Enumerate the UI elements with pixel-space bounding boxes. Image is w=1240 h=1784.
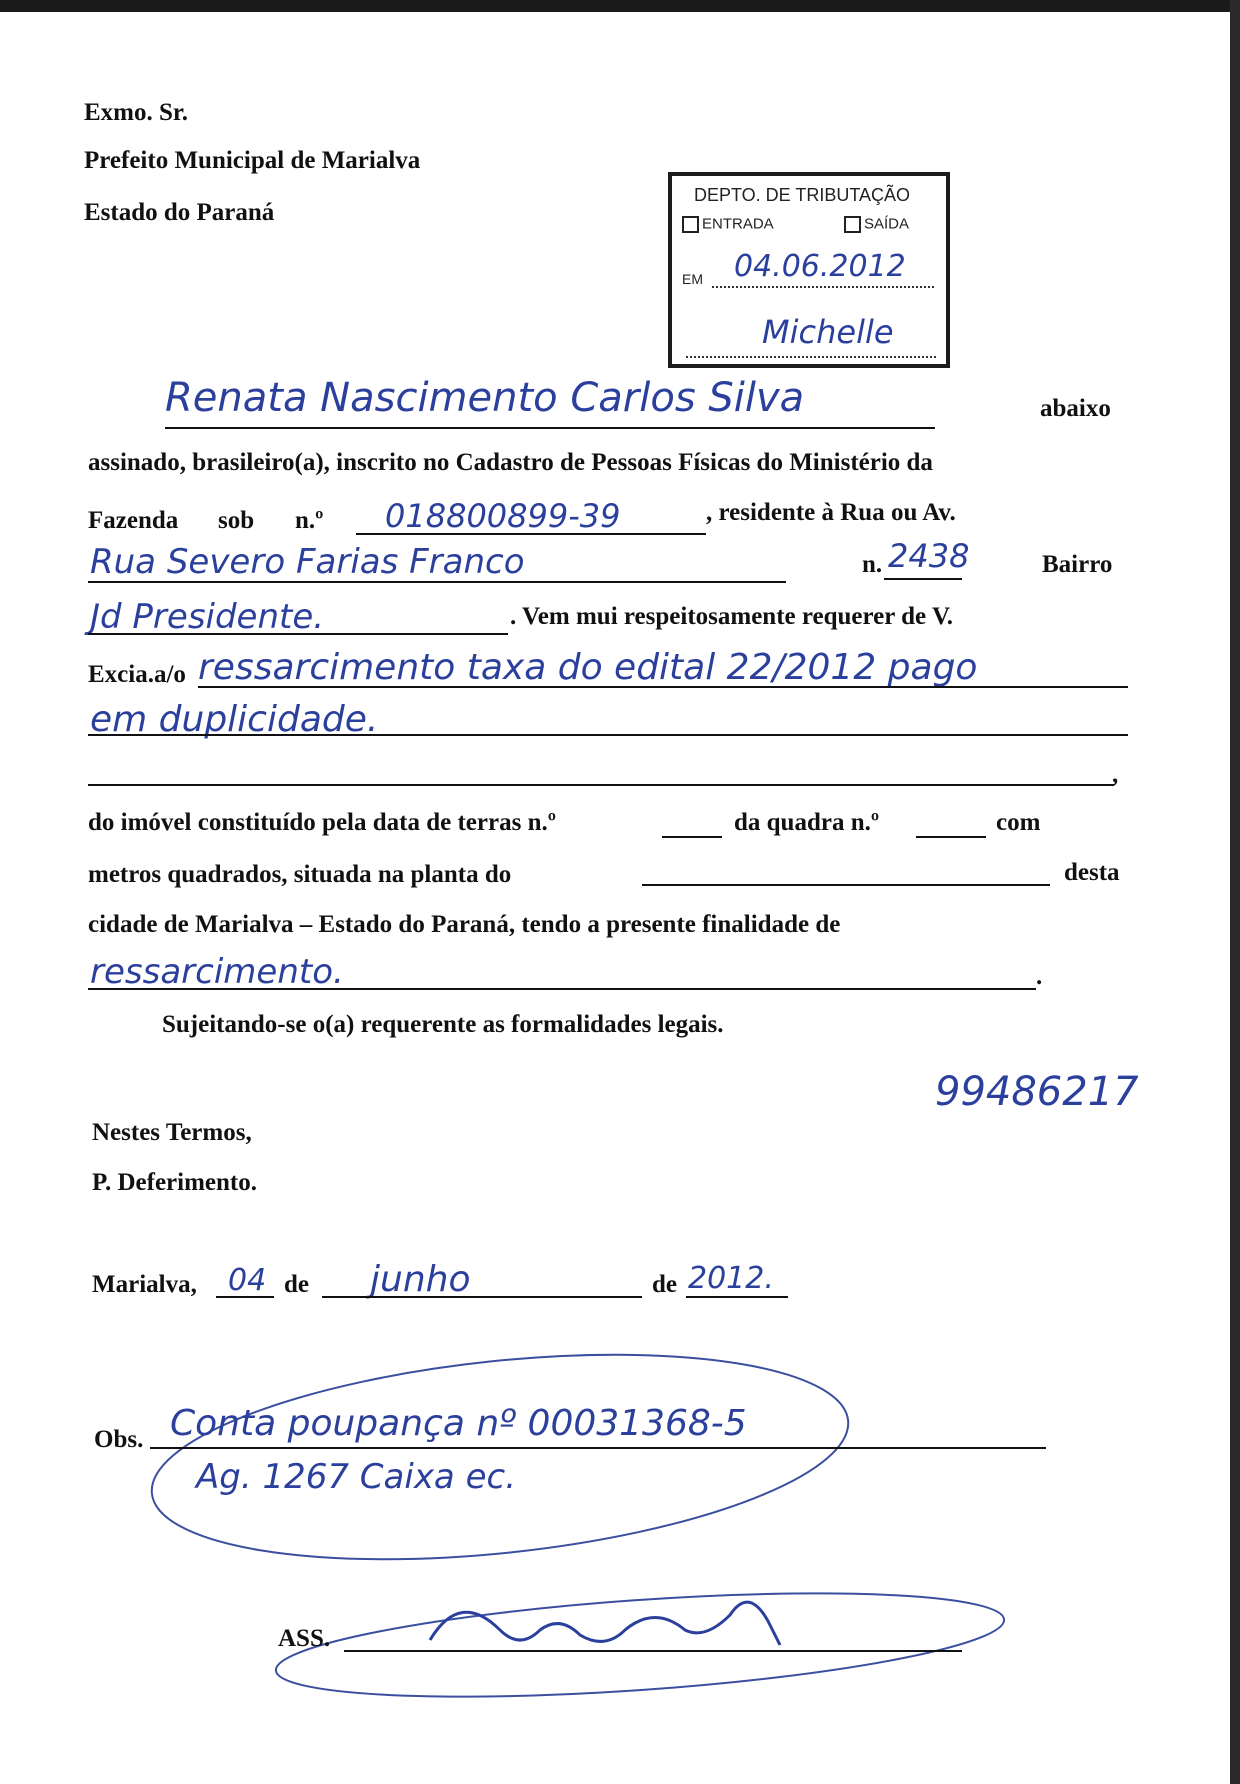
request-line-1: ressarcimento taxa do edital 22/2012 pago <box>198 647 978 688</box>
request-line-2: em duplicidade. <box>90 699 379 740</box>
neighborhood-value: Jd Presidente. <box>90 597 325 637</box>
bairro-label: Bairro <box>1042 551 1113 578</box>
street-value: Rua Severo Farias Franco <box>90 542 525 582</box>
period: . <box>1036 963 1043 990</box>
city-label: Marialva, <box>92 1271 197 1298</box>
stamp-title: DEPTO. DE TRIBUTAÇÃO <box>694 185 911 205</box>
excia-label: Excia.a/o <box>88 661 186 688</box>
finalidade-value: ressarcimento. <box>90 952 344 992</box>
n-label: n.º <box>295 507 324 534</box>
stamp-date: 04.06.2012 <box>734 249 906 284</box>
de2-label: de <box>652 1271 677 1298</box>
residente-text: , residente à Rua ou Av. <box>706 499 956 526</box>
number-value: 2438 <box>888 537 970 575</box>
obs-line-2: Ag. 1267 Caixa ec. <box>196 1457 516 1497</box>
stamp-entrada: ENTRADA <box>682 216 774 233</box>
obs-line-1: Conta poupança nº 00031368-5 <box>170 1403 747 1444</box>
metros-text: metros quadrados, situada na planta do <box>88 861 512 888</box>
vem-text: . Vem mui respeitosamente requerer de V. <box>510 603 954 630</box>
cpf-intro-text: assinado, brasileiro(a), inscrito no Cadastro de Pessoas Físicas do Ministério da <box>88 449 933 476</box>
deferimento: P. Deferimento. <box>92 1169 257 1196</box>
imovel-text: do imóvel constituído pela data de terras n.º <box>88 809 556 836</box>
cpf-value: 018800899-39 <box>385 497 621 535</box>
signature-loop-mark <box>273 1575 1007 1716</box>
com-text: com <box>996 809 1041 836</box>
salutation: Exmo. Sr. <box>84 99 188 126</box>
de-label: de <box>284 1271 309 1298</box>
stamp-received-by: Michelle <box>762 313 894 351</box>
ass-label: ASS. <box>278 1625 331 1652</box>
quadra-text: da quadra n.º <box>734 809 880 836</box>
month-value: junho <box>370 1259 471 1300</box>
cidade-text: cidade de Marialva – Estado do Paraná, tendo a presente finalidade de <box>88 911 841 938</box>
abaixo-text: abaixo <box>1040 395 1111 422</box>
signature-mark <box>430 1602 780 1645</box>
requester-name: Renata Nascimento Carlos Silva <box>165 375 805 421</box>
sujeitando-text: Sujeitando-se o(a) requerente as formalidades legais. <box>162 1011 724 1038</box>
stamp-saida: SAÍDA <box>844 216 909 233</box>
day-value: 04 <box>228 1263 267 1298</box>
year-value: 2012. <box>688 1261 774 1296</box>
number-label: n. <box>862 551 883 578</box>
reference-number: 99486217 <box>935 1069 1139 1115</box>
obs-label: Obs. <box>94 1426 144 1453</box>
stamp-em-label: EM <box>682 271 703 287</box>
nestes-termos: Nestes Termos, <box>92 1119 252 1146</box>
fazenda-label: Fazenda <box>88 507 179 534</box>
state: Estado do Paraná <box>84 199 275 226</box>
sob-label: sob <box>218 507 255 534</box>
comma: , <box>1112 761 1119 788</box>
desta-text: desta <box>1064 859 1120 886</box>
recipient: Prefeito Municipal de Marialva <box>84 147 421 174</box>
